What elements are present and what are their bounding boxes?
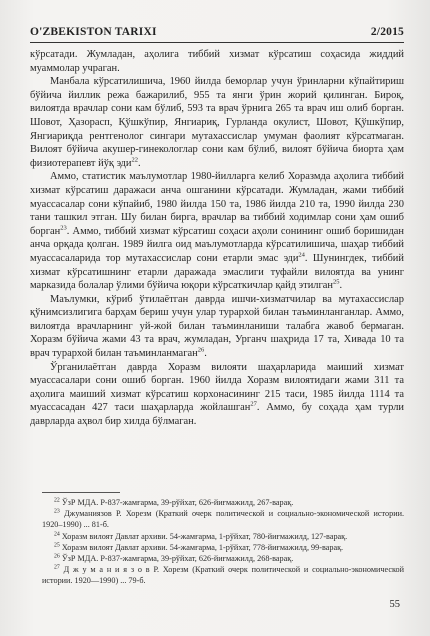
footnote-number: 26 xyxy=(54,553,60,560)
paragraph: Манбала кўрсатилишича, 1960 йилда беморлар учун ўринларни кўпайтириш бўйича йиллик режа бажарилиб, 955 та янги ўрин жорий қилинган. Бироқ, вилоятда врачлар сони кам бўлиб, 593 та врач ўрнига 265 та врач иш олиб борган. Шовот, Ҳазорасп, Қўшкўпир, Янгиариқ, Гурланда окулист, Шовот, Қўшкўпир, Янгиариқда рентгенолог сингари мутахассислар умуман фаолият кўрсатмаган. Вилоят бўйича акушер-гинекологлар сони кам бўлиб, вилоят бўйича биорта ҳам физиотерапевт йўқ эди$^{22}$. xyxy=(30,76,404,169)
footnote: $^{22}$ ЎзР МДА. Р-837-жамғарма, 39-рўйхат, 626-йиғмажилд, 267-варақ. xyxy=(54,497,294,507)
footnote-number: 27 xyxy=(54,564,60,571)
footnotes xyxy=(30,497,404,587)
footnote-number: 25 xyxy=(54,542,60,549)
page-number: 55 xyxy=(389,599,400,610)
footnote-ref[interactable]: 27 xyxy=(250,400,257,408)
footnote-number: 22 xyxy=(54,497,60,504)
footnote: $^{27}$ Д ж у м а н и я з о в Р. Хорезм (Краткий очерк политической и социально-экономической истории. 1920—1990) ... 79-б. xyxy=(42,564,405,586)
paragraph: кўрсатади. Жумладан, аҳолига тиббий хизмат кўрсатиш соҳасида жиддий муаммолар учраган. xyxy=(30,49,404,74)
footnote-ref[interactable]: 25 xyxy=(333,278,340,286)
issue-number: 2/2015 xyxy=(370,26,404,38)
running-header xyxy=(30,26,404,42)
footnote-number: 23 xyxy=(54,508,60,515)
footnote: $^{25}$ Хоразм вилоят Давлат архиви. 54-жамғарма, 1-рўйхат, 778-йиғмажилд, 99-варақ. xyxy=(54,542,344,552)
footnote-ref[interactable]: 24 xyxy=(298,251,305,259)
footnote: $^{24}$ Хоразм вилоят Давлат архиви. 54-жамғарма, 1-рўйхат, 780-йиғмажилд, 127-варақ. xyxy=(54,530,348,541)
footnote: $^{23}$ Джуманиязов Р. Хорезм (Краткий очерк политической и социально-экономической истории. 1920–1990) ... 81-б. xyxy=(42,508,405,530)
footnote-ref[interactable]: 22 xyxy=(131,156,138,164)
footnote-separator xyxy=(42,492,120,493)
paragraph: Аммо, статистик маълумотлар 1980-йилларга келиб Хоразмда аҳолига тиббий хизмат кўрсатиш даражаси анча ошганини кўрсатади. Жумладан, жами тиббий муассасалар сони кўпайиб, 1980 йилда 150 та, 1986 йилда 210 та, 1990 йилда 230 тани ташкил этган. Шу билан бирга, врачлар ва тиббий ходимлар сони ҳам ошиб борган$^{23}$. Аммо, тиббий хизмат кўрсатиш соҳаси аҳоли сонининг ошиб боришидан анча орқада қолган. 1989 йилга оид маълумотларда кўрсатилишича, шаҳар тиббий муассасаларида тор мутахассислар сони етарли эмас эди$^{24}$. Шунингдек, тиббий хизмат кўрсатишнинг етарли даражада эмаслиги туфайли вилоятда ва унинг марказида болалар ўлими бўйича юқори кўрсаткичлар қайд этилган$^{25}$. xyxy=(30,171,404,292)
article-body xyxy=(30,48,404,429)
footnote: $^{26}$ ЎзР МДА. Р-837-жамғарма, 39-рўйхат, 626-йиғмажилд, 268-варақ. xyxy=(54,553,294,564)
paragraph: Маълумки, кўриб ўтилаётган даврда ишчи-хизматчилар ва мутахассислар қўнимсизлигига барҳам бериш учун улар турархой билан таъминланганлар. Аммо, вилоятда врачларнинг уй-жой билан таъминланиши талабга жавоб бермаган. Хоразм бўйича жами 43 та врач, жумладан, Урганч шаҳрида 17 та, Хивада 10 та врач турархой билан таъминланмаган$^{26}$. xyxy=(30,293,404,360)
footnote-ref[interactable]: 23 xyxy=(60,224,67,232)
journal-title: O'ZBEKISTON TARIXI xyxy=(30,26,157,38)
header-rule xyxy=(30,42,404,43)
paragraph: Ўрганилаётган даврда Хоразм вилояти шаҳарларида маиший хизмат муассасалари сони ошиб борган. 1960 йилда Хоразм вилоятидаги жами 311 та аҳолига маиший хизмат кўрсатиш корхонасининг 215 таси, 1985 йилда 1114 та муассасадан 427 таси шаҳарларда жойлашган$^{27}$. Аммо, бу соҳада ҳам турли даврларда аҳвол бир хилда бўлмаган. xyxy=(30,361,404,428)
footnote-ref[interactable]: 26 xyxy=(197,346,205,354)
footnote-number: 24 xyxy=(54,530,60,537)
